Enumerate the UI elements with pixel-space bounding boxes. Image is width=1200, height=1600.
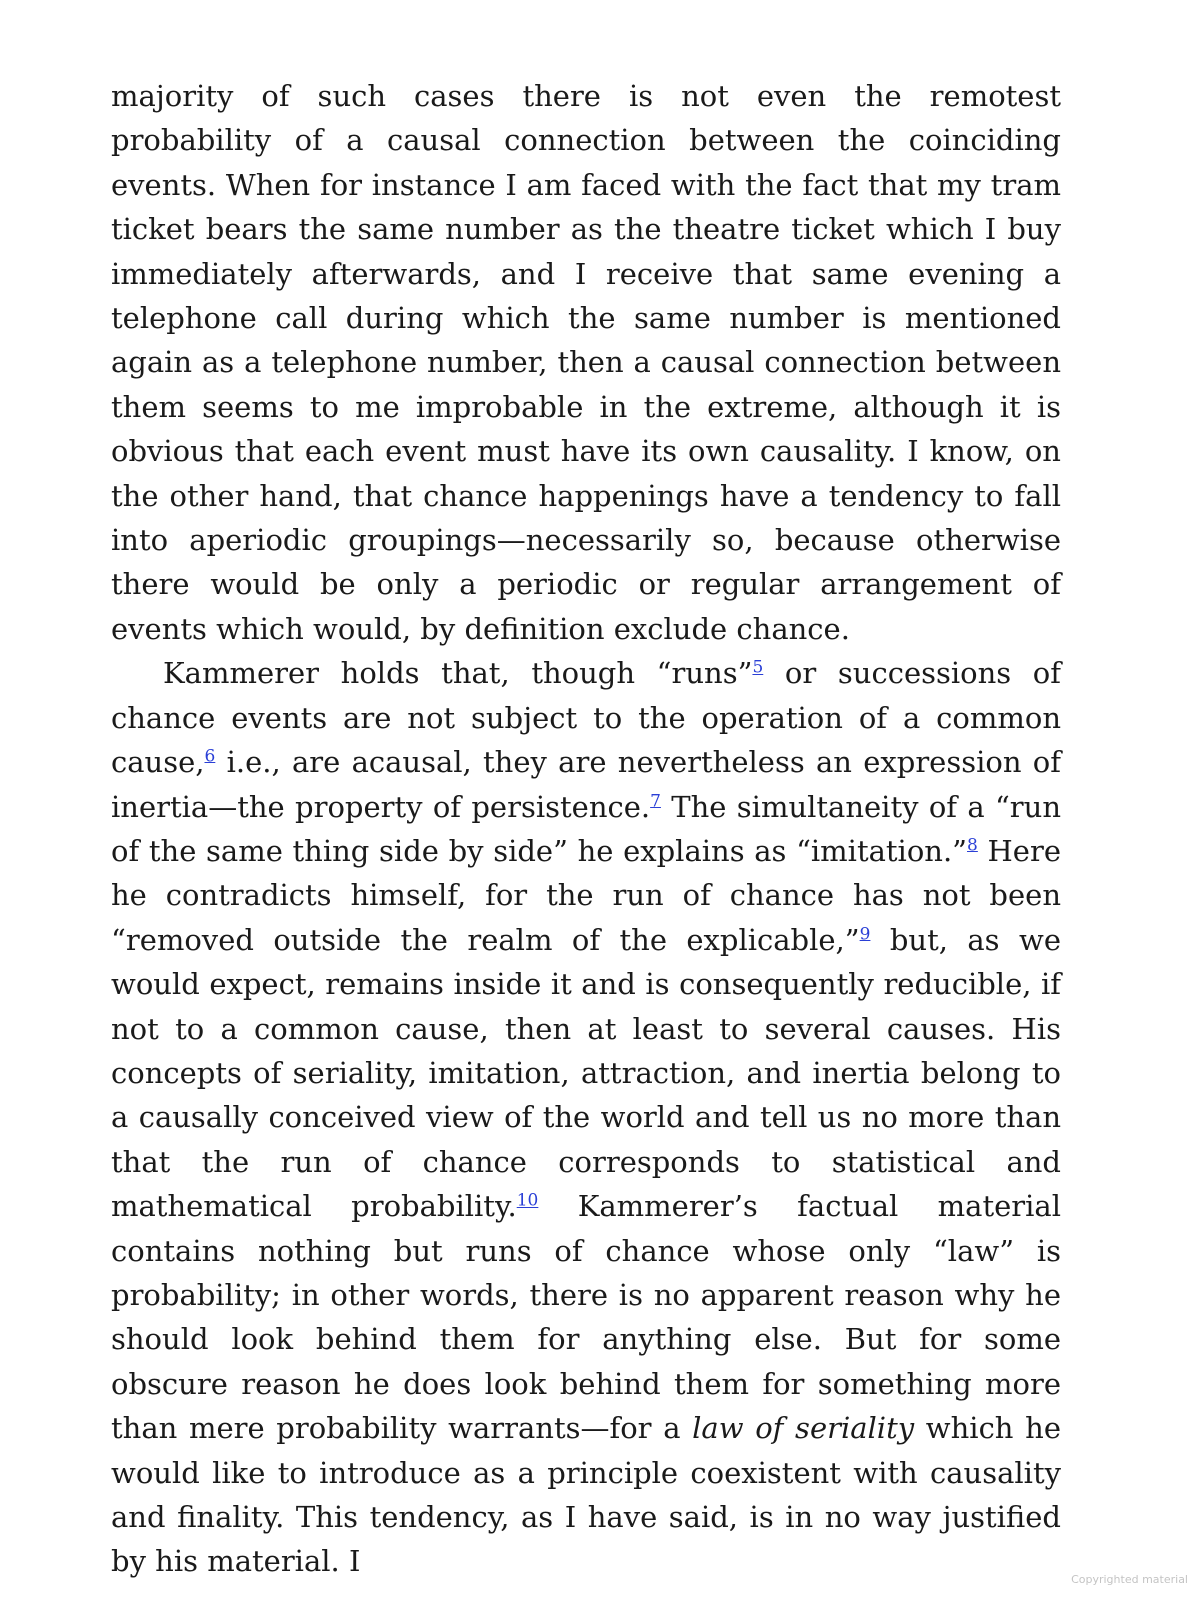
footnote-link-7[interactable]: 7 <box>650 790 661 811</box>
footnote-link-6[interactable]: 6 <box>204 746 216 767</box>
footnote-link-8[interactable]: 8 <box>967 835 978 856</box>
footnote-link-5[interactable]: 5 <box>752 657 764 678</box>
text-run: or successions of chance events are not subject to the operation of a common cause, <box>111 656 1062 780</box>
footnote-link-9[interactable]: 9 <box>859 924 871 945</box>
copyright-watermark: Copyrighted material <box>1071 1573 1188 1586</box>
paragraph-2 <box>111 651 1061 1584</box>
text-run: Kammerer’s factual material contains nothing but runs of chance whose only “law” is probability; in other words, there is no apparent reason why he should look behind them for anything else. But for some obscure reason he does look behind them for something more than mere probability warrants—for a <box>111 1189 1061 1446</box>
text-run: Kammerer holds that, though “runs” <box>163 656 753 691</box>
paragraph-1: majority of such cases there is not even the remotest probability of a causal connection between the coinciding events. When for instance I am faced with the fact that my tram ticket bears the same number as the theatre ticket which I buy immediately afterwards, and I receive that same evening a telephone call during which the same number is mentioned again as a telephone number, then a causal connection between them seems to me improbable in the extreme, although it is obvious that each event must have its own causality. I know, on the other hand, that chance happenings have a tendency to fall into aperiodic groupings—necessarily so, because otherwise there would be only a periodic or regular arrangement of events which would, by definition exclude chance. <box>111 79 1061 646</box>
text-run: i.e., are acausal, they are nevertheless an expression of inertia—the property of persistence. <box>111 745 1061 824</box>
footnote-link-10[interactable]: 10 <box>516 1190 539 1211</box>
text-run: but, as we would expect, remains inside it and is consequently reducible, if not to a common cause, then at least to several causes. His concepts of seriality, imitation, attraction, and inertia belong to a causally conceived view of the world and tell us no more than that the run of chance corresponds to statistical and mathematical probability. <box>111 922 1061 1224</box>
text-run: Here he contradicts himself, for the run of chance has not been “removed outside the realm of the explicable,” <box>111 833 1061 957</box>
italic-term: law of seriality <box>692 1411 915 1446</box>
text-run: which he would like to introduce as a principle coexistent with causality and finality. This tendency, as I have said, is in no way justified by his material. I <box>111 1411 1061 1579</box>
text-run: The simultaneity of a “run of the same thing side by side” he explains as “imitation.” <box>111 789 1061 868</box>
page-body <box>111 74 1061 1584</box>
